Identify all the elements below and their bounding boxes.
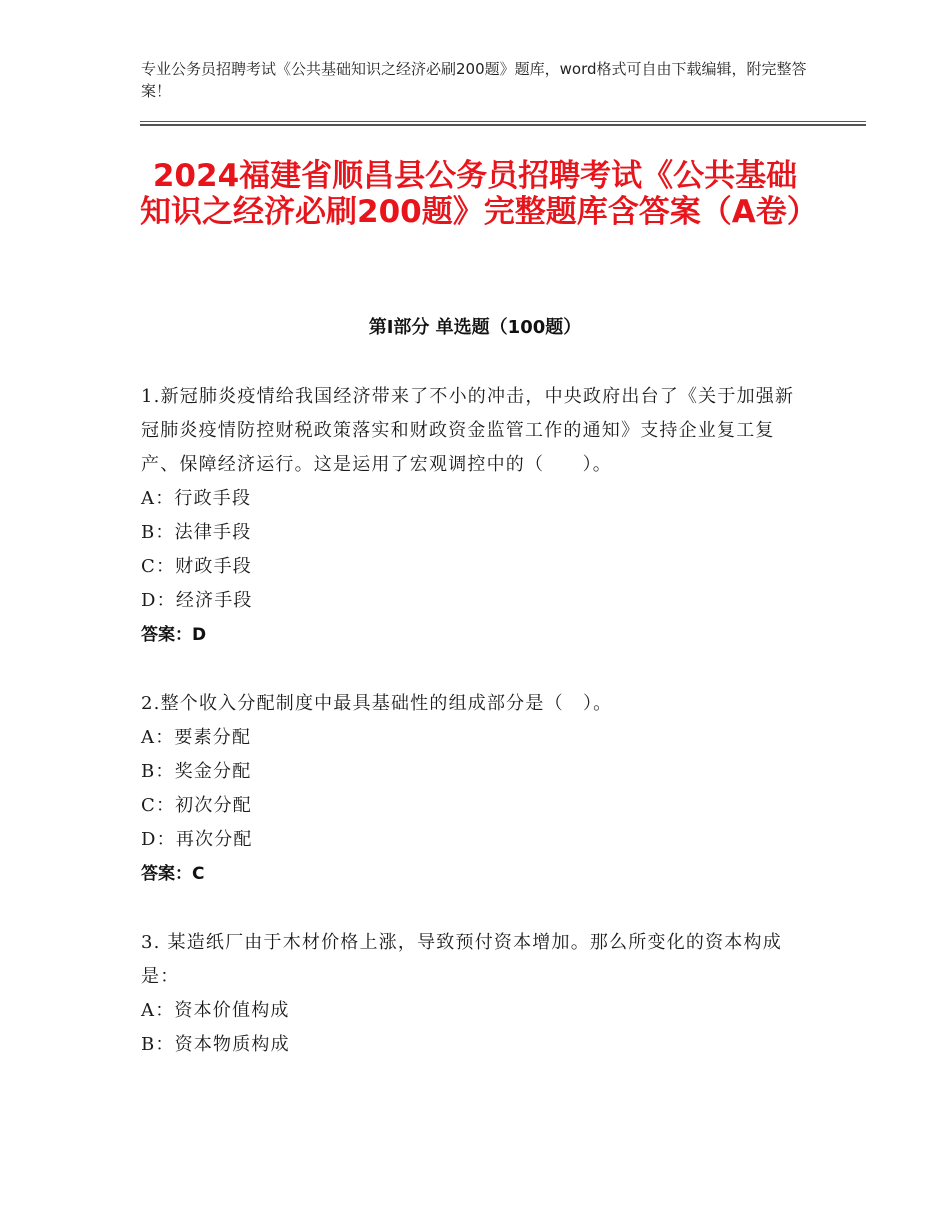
question-stem: 3. 某造纸厂由于木材价格上涨，导致预付资本增加。那么所变化的资本构成是： (141, 932, 782, 987)
option-a: A：要素分配 (141, 727, 252, 748)
header-divider (140, 121, 866, 127)
header-divider-thick (140, 124, 866, 126)
option-d: D：再次分配 (141, 829, 253, 850)
option-c: C：初次分配 (141, 795, 252, 816)
option-a: A：资本价值构成 (141, 1000, 290, 1021)
question-spacer (141, 652, 811, 687)
option-a: A：行政手段 (141, 488, 252, 509)
section-title: 第Ⅰ部分 单选题（100题） (368, 317, 582, 338)
question-stem: 2.整个收入分配制度中最具基础性的组成部分是（ ）。 (141, 693, 613, 714)
question-stem: 1.新冠肺炎疫情给我国经济带来了不小的冲击，中央政府出台了《关于加强新冠肺炎疫情防控财税政策落实和财政资金监管工作的通知》支持企业复工复产、保障经济运行。这是运用了宏观调控中的（ ）。 (141, 386, 795, 475)
option-b: B：奖金分配 (141, 761, 252, 782)
option-d: D：经济手段 (141, 590, 253, 611)
question-1 (141, 380, 811, 652)
question-3 (141, 926, 811, 1062)
option-b: B：法律手段 (141, 522, 252, 543)
answer-label: 答案：D (141, 625, 207, 645)
option-b: B：资本物质构成 (141, 1034, 290, 1055)
document-title: 2024福建省顺昌县公务员招聘考试《公共基础知识之经济必刷200题》完整题库含答案（A卷） (140, 158, 818, 230)
option-c: C：财政手段 (141, 556, 252, 577)
answer-label: 答案：C (141, 864, 205, 884)
question-spacer (141, 891, 811, 926)
header-note: 专业公务员招聘考试《公共基础知识之经济必刷200题》题库，word格式可自由下载编辑，附完整答案！ (141, 60, 807, 100)
question-list (141, 380, 811, 1062)
question-2 (141, 687, 811, 891)
header-divider-thin (140, 121, 866, 122)
